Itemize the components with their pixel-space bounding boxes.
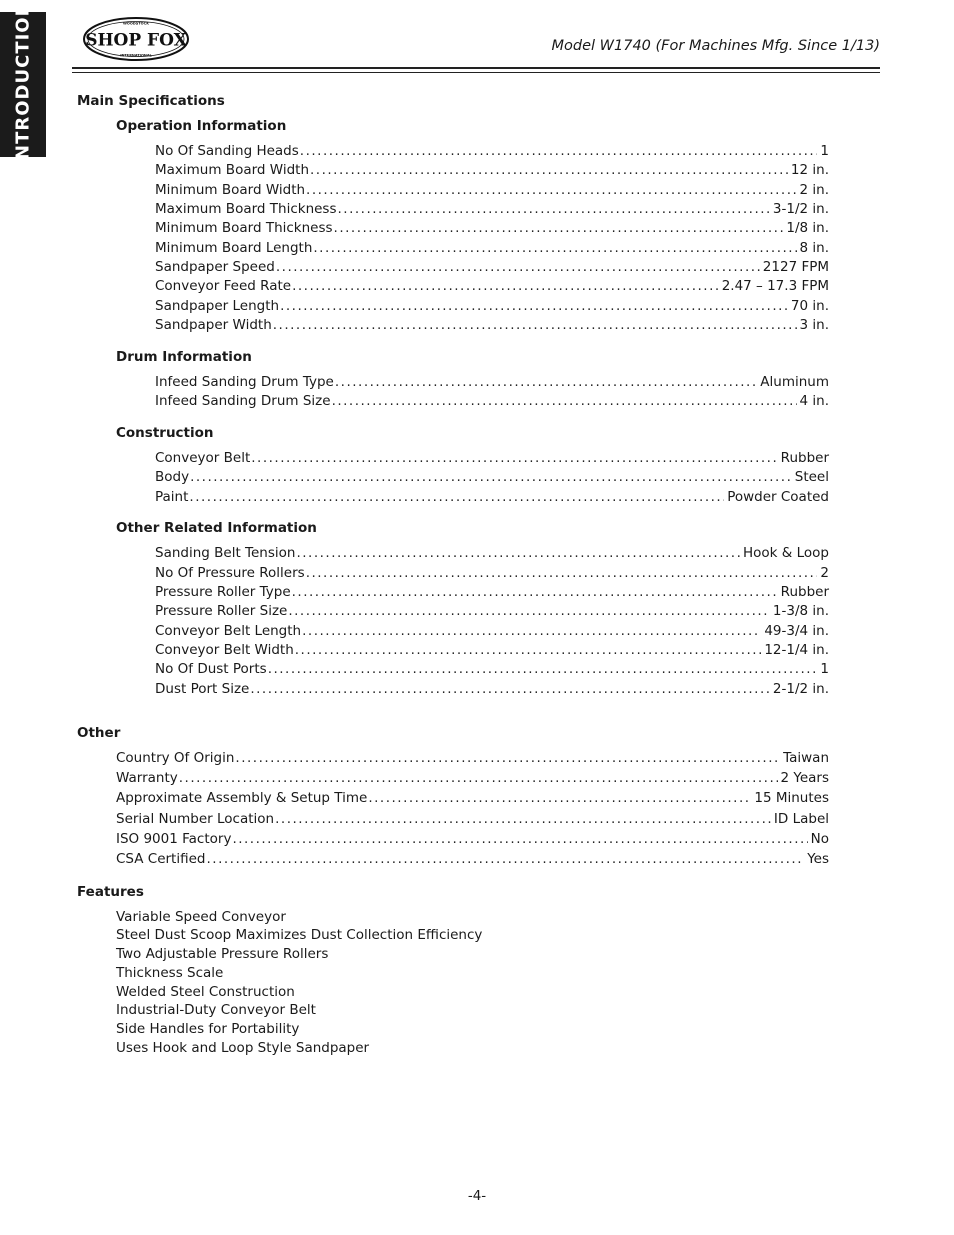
leader-dots — [296, 545, 740, 561]
leader-dots — [295, 642, 762, 658]
leader-dots — [292, 584, 778, 600]
spec-value: Taiwan — [783, 750, 829, 766]
spec-row — [155, 393, 829, 411]
spec-row — [116, 831, 829, 849]
spec-value: No — [810, 831, 829, 847]
spec-label: No Of Sanding Heads — [155, 143, 299, 159]
drum-heading: Drum Information — [116, 349, 252, 365]
spec-value: 3-1/2 in. — [772, 201, 829, 217]
spec-value: 8 in. — [799, 240, 829, 256]
spec-value: 1/8 in. — [786, 220, 829, 236]
feature-item: Industrial-Duty Conveyor Belt — [116, 1002, 316, 1018]
spec-value: Rubber — [780, 584, 829, 600]
spec-value: 2-1/2 in. — [772, 681, 829, 697]
spec-value: 12 in. — [790, 162, 829, 178]
spec-row — [155, 278, 829, 296]
spec-row — [116, 750, 829, 768]
spec-label: Minimum Board Thickness — [155, 220, 333, 236]
spec-label: Sanding Belt Tension — [155, 545, 296, 561]
spec-label: Conveyor Belt Length — [155, 623, 302, 639]
feature-item: Side Handles for Portability — [116, 1021, 300, 1037]
spec-row — [155, 661, 829, 679]
spec-label: Sandpaper Width — [155, 317, 272, 333]
feature-item: Thickness Scale — [116, 965, 224, 981]
feature-item: Two Adjustable Pressure Rollers — [116, 946, 329, 962]
spec-row — [155, 450, 829, 468]
leader-dots — [189, 489, 724, 505]
feature-item: Welded Steel Construction — [116, 984, 295, 1000]
spec-label: No Of Pressure Rollers — [155, 565, 305, 581]
leader-dots — [292, 278, 719, 294]
spec-value: 2127 FPM — [762, 259, 829, 275]
leader-dots — [288, 603, 770, 619]
spec-label: Body — [155, 469, 190, 485]
leader-dots — [273, 317, 797, 333]
spec-row — [155, 489, 829, 507]
spec-label: Minimum Board Width — [155, 182, 306, 198]
spec-label: CSA Certified — [116, 851, 206, 867]
feature-item: Uses Hook and Loop Style Sandpaper — [116, 1040, 370, 1056]
spec-row — [155, 317, 829, 335]
leader-dots — [275, 811, 771, 827]
spec-label: Conveyor Belt — [155, 450, 251, 466]
model-title: Model W1740 (For Machines Mfg. Since 1/13) — [551, 38, 880, 54]
shop-fox-logo — [82, 16, 190, 62]
spec-value: 15 Minutes — [754, 790, 829, 806]
feature-item: Variable Speed Conveyor — [116, 909, 286, 925]
spec-row — [116, 811, 829, 829]
spec-label: Paint — [155, 489, 189, 505]
leader-dots — [334, 220, 784, 236]
spec-value: 1-3/8 in. — [772, 603, 829, 619]
spec-value: 49-3/4 in. — [764, 623, 829, 639]
logo-text: SHOP FOX — [85, 30, 187, 51]
spec-label: Pressure Roller Type — [155, 584, 291, 600]
logo-bottom-text: INTERNATIONAL — [120, 53, 152, 58]
spec-row — [155, 565, 829, 583]
spec-label: ISO 9001 Factory — [116, 831, 232, 847]
logo-top-text: WOODSTOCK — [123, 21, 149, 26]
leader-dots — [250, 681, 770, 697]
spec-row — [155, 681, 829, 699]
spec-value: 1 — [820, 661, 829, 677]
spec-label: Approximate Assembly & Setup Time — [116, 790, 368, 806]
construction-heading: Construction — [116, 425, 214, 441]
page-number: -4- — [467, 1188, 487, 1204]
leader-dots — [251, 450, 777, 466]
leader-dots — [335, 374, 757, 390]
spec-label: Infeed Sanding Drum Size — [155, 393, 331, 409]
spec-label: Maximum Board Thickness — [155, 201, 337, 217]
feature-item: Steel Dust Scoop Maximizes Dust Collection Efficiency — [116, 927, 483, 943]
spec-label: Warranty — [116, 770, 178, 786]
spec-row — [116, 770, 829, 788]
spec-value: 3 in. — [799, 317, 829, 333]
spec-row — [155, 220, 829, 238]
spec-value: 2 Years — [780, 770, 829, 786]
spec-row — [116, 790, 829, 808]
spec-row — [155, 182, 829, 200]
spec-value: 2 — [820, 565, 829, 581]
spec-label: Serial Number Location — [116, 811, 275, 827]
leader-dots — [268, 661, 818, 677]
main-specs-heading: Main Specifications — [77, 93, 225, 109]
spec-label: Sandpaper Length — [155, 298, 280, 314]
section-tab-label: INTRODUCTION — [12, 0, 34, 168]
leader-dots — [206, 851, 804, 867]
spec-row — [155, 298, 829, 316]
spec-value: ID Label — [773, 811, 829, 827]
leader-dots — [368, 790, 751, 806]
leader-dots — [232, 831, 807, 847]
spec-row — [155, 374, 829, 392]
spec-value: 1 — [820, 143, 829, 159]
spec-label: Pressure Roller Size — [155, 603, 288, 619]
spec-label: Conveyor Feed Rate — [155, 278, 292, 294]
leader-dots — [179, 770, 778, 786]
leader-dots — [310, 162, 788, 178]
leader-dots — [306, 565, 818, 581]
spec-value: 2.47 – 17.3 FPM — [721, 278, 829, 294]
spec-label: Dust Port Size — [155, 681, 250, 697]
leader-dots — [235, 750, 780, 766]
leader-dots — [306, 182, 796, 198]
spec-row — [155, 240, 829, 258]
features-heading: Features — [77, 884, 144, 900]
header-rule-thick — [72, 67, 880, 69]
spec-row — [155, 201, 829, 219]
spec-value: Aluminum — [760, 374, 829, 390]
spec-row — [155, 584, 829, 602]
spec-label: Sandpaper Speed — [155, 259, 275, 275]
spec-label: Conveyor Belt Width — [155, 642, 294, 658]
spec-value: Powder Coated — [727, 489, 829, 505]
spec-row — [155, 623, 829, 641]
section-tab — [0, 0, 46, 168]
spec-row — [155, 603, 829, 621]
spec-label: Maximum Board Width — [155, 162, 309, 178]
spec-label: No Of Dust Ports — [155, 661, 267, 677]
leader-dots — [280, 298, 788, 314]
spec-row — [155, 143, 829, 161]
spec-value: Yes — [807, 851, 829, 867]
spec-value: Hook & Loop — [743, 545, 829, 561]
spec-value: 12-1/4 in. — [764, 642, 829, 658]
other-related-heading: Other Related Information — [116, 520, 317, 536]
operation-heading: Operation Information — [116, 118, 287, 134]
leader-dots — [190, 469, 792, 485]
spec-label: Country Of Origin — [116, 750, 235, 766]
spec-value: 4 in. — [799, 393, 829, 409]
spec-row — [155, 545, 829, 563]
spec-row — [116, 851, 829, 869]
spec-value: 2 in. — [799, 182, 829, 198]
other-heading: Other — [77, 725, 121, 741]
leader-dots — [302, 623, 761, 639]
spec-value: Rubber — [780, 450, 829, 466]
spec-label: Infeed Sanding Drum Type — [155, 374, 334, 390]
spec-value: Steel — [794, 469, 829, 485]
spec-row — [155, 259, 829, 277]
spec-row — [155, 469, 829, 487]
spec-value: 70 in. — [790, 298, 829, 314]
leader-dots — [276, 259, 760, 275]
spec-row — [155, 642, 829, 660]
spec-row — [155, 162, 829, 180]
leader-dots — [338, 201, 770, 217]
spec-label: Minimum Board Length — [155, 240, 313, 256]
leader-dots — [332, 393, 797, 409]
leader-dots — [313, 240, 796, 256]
header-rule-thin — [72, 72, 880, 73]
leader-dots — [300, 143, 818, 159]
